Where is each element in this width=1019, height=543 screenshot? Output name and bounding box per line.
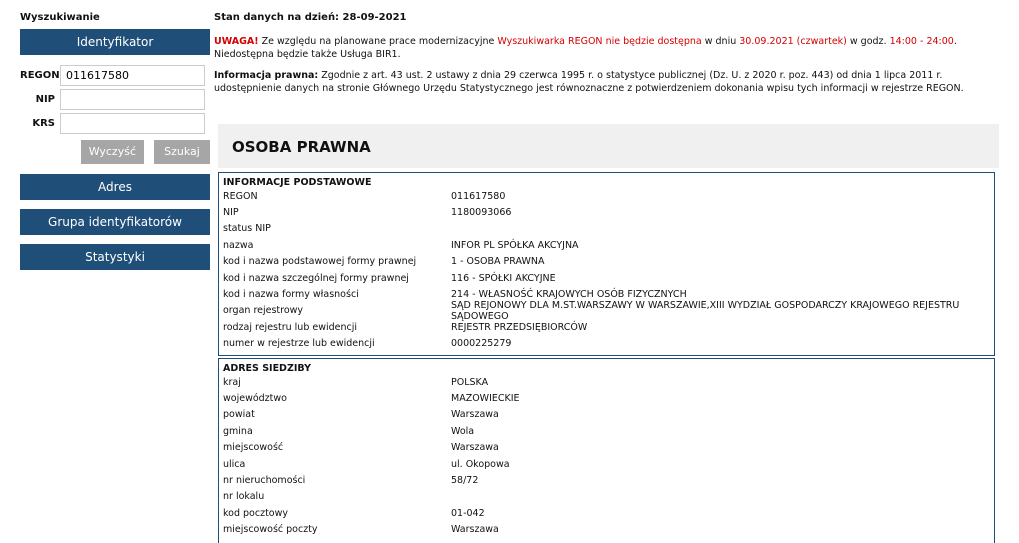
field-label: kod pocztowy xyxy=(223,507,289,519)
table-row xyxy=(219,505,994,521)
field-label: powiat xyxy=(223,409,255,421)
field-label: województwo xyxy=(223,393,287,405)
statystyki-button[interactable]: Statystyki xyxy=(20,244,210,270)
field-label: miejscowość xyxy=(223,442,284,454)
table-row xyxy=(219,423,994,439)
field-value: 0000225279 xyxy=(451,338,512,350)
regon-label: REGON xyxy=(20,70,60,81)
field-label: status NIP xyxy=(223,223,271,235)
maintenance-notice xyxy=(214,35,1004,61)
field-label: miejscowość poczty xyxy=(223,524,318,536)
field-value: 58/72 xyxy=(451,475,479,487)
field-value: REJESTR PRZEDSIĘBIORCÓW xyxy=(451,321,588,333)
nip-input[interactable] xyxy=(60,89,205,110)
basic-info-title: INFORMACJE PODSTAWOWE xyxy=(223,177,372,188)
notice-text-3: w godz. xyxy=(846,36,890,47)
field-value: ul. Okopowa xyxy=(451,458,510,470)
field-label: nr lokalu xyxy=(223,491,265,503)
field-value: 214 - WŁASNOŚĆ KRAJOWYCH OSÓB FIZYCZNYCH xyxy=(451,289,687,301)
main-content xyxy=(214,12,1004,103)
search-button[interactable]: Szukaj xyxy=(154,140,210,164)
field-label: rodzaj rejestru lub ewidencji xyxy=(223,321,358,333)
entity-type-title: OSOBA PRAWNA xyxy=(232,138,371,156)
regon-row xyxy=(20,65,210,86)
table-row xyxy=(219,374,994,390)
nip-label: NIP xyxy=(35,94,55,105)
address-section xyxy=(218,358,995,543)
field-value: 1180093066 xyxy=(451,207,512,219)
table-row xyxy=(219,456,994,472)
field-value: SĄD REJONOWY DLA M.ST.WARSZAWY W WARSZAWIE,XIII WYDZIAŁ GOSPODARCZY KRAJOWEGO REJESTRU SĄDOWEGO xyxy=(451,299,960,322)
table-row xyxy=(219,522,994,538)
field-label: ulica xyxy=(223,458,246,470)
notice-text-4: . Niedostępna będzie także Usługa BIR1. xyxy=(214,36,957,60)
table-row xyxy=(219,188,994,204)
table-row xyxy=(219,299,994,322)
nip-row xyxy=(20,89,210,110)
warning-label: UWAGA! xyxy=(214,36,259,47)
notice-text-2: w dniu xyxy=(701,36,740,47)
notice-text-1: Ze względu na planowane prace modernizacyjne xyxy=(258,36,498,47)
identyfikator-button[interactable]: Identyfikator xyxy=(20,29,210,55)
table-row xyxy=(219,472,994,488)
adres-button[interactable]: Adres xyxy=(20,174,210,200)
search-sidebar xyxy=(20,12,210,279)
data-date: Stan danych na dzień: 28-09-2021 xyxy=(214,12,407,23)
field-value: Wola xyxy=(451,425,475,437)
table-row xyxy=(219,407,994,423)
field-value: Warszawa xyxy=(451,524,499,536)
notice-red-hours: 14:00 - 24:00 xyxy=(889,36,954,47)
table-row xyxy=(219,319,994,335)
table-row xyxy=(219,221,994,237)
field-label: NIP xyxy=(223,207,239,219)
field-label: organ rejestrowy xyxy=(223,305,304,317)
field-label: nazwa xyxy=(223,239,254,251)
krs-input[interactable] xyxy=(60,113,205,134)
field-value: 1 - OSOBA PRAWNA xyxy=(451,256,545,268)
table-row xyxy=(219,390,994,406)
table-row xyxy=(219,336,994,352)
field-value: 011617580 xyxy=(451,190,506,202)
notice-red-1: Wyszukiwarka REGON nie będzie dostępna xyxy=(497,36,702,47)
notice-red-date: 30.09.2021 (czwartek) xyxy=(739,36,847,47)
krs-row xyxy=(20,113,210,134)
table-row xyxy=(219,237,994,253)
grupa-identyfikatorow-button[interactable]: Grupa identyfikatorów xyxy=(20,209,210,235)
field-label: kraj xyxy=(223,376,241,388)
field-label: numer w rejestrze lub ewidencji xyxy=(223,338,375,350)
field-value: 01-042 xyxy=(451,507,485,519)
clear-button[interactable]: Wyczyść xyxy=(81,140,144,164)
address-title: ADRES SIEDZIBY xyxy=(223,363,311,374)
table-row xyxy=(219,204,994,220)
sidebar-title: Wyszukiwanie xyxy=(20,12,100,23)
field-value: MAZOWIECKIE xyxy=(451,393,520,405)
field-label: kod i nazwa podstawowej formy prawnej xyxy=(223,256,417,268)
legal-info-label: Informacja prawna: xyxy=(214,70,319,81)
krs-label: KRS xyxy=(32,118,55,129)
form-actions xyxy=(20,140,210,164)
field-value: INFOR PL SPÓŁKA AKCYJNA xyxy=(451,239,579,251)
field-value: 116 - SPÓŁKI AKCYJNE xyxy=(451,272,556,284)
field-label: REGON xyxy=(223,190,258,202)
field-value: Warszawa xyxy=(451,442,499,454)
table-row xyxy=(219,254,994,270)
legal-info-text: Zgodnie z art. 43 ust. 2 ustawy z dnia 29 czerwca 1995 r. o statystyce publicznej (Dz. U. z 2020 r. poz. 443) od dnia 1 lipca 2011 r. udostępnienie danych na stronie Głównego Urzędu Statystycznego jest równoznaczne z potwierdzeniem dokonania wpisu tych informacji w rejestrze REGON. xyxy=(214,70,964,94)
identifier-form xyxy=(20,65,210,164)
field-label: nr nieruchomości xyxy=(223,475,306,487)
legal-info xyxy=(214,69,1004,95)
result-panel-header xyxy=(218,124,999,168)
basic-info-section xyxy=(218,172,995,356)
field-label: kod i nazwa szczególnej formy prawnej xyxy=(223,272,409,284)
field-label: kod i nazwa formy własności xyxy=(223,289,359,301)
field-value: POLSKA xyxy=(451,376,489,388)
table-row xyxy=(219,440,994,456)
table-row xyxy=(219,489,994,505)
regon-input[interactable] xyxy=(60,65,205,86)
field-label: gmina xyxy=(223,425,253,437)
table-row xyxy=(219,270,994,286)
field-value: Warszawa xyxy=(451,409,499,421)
